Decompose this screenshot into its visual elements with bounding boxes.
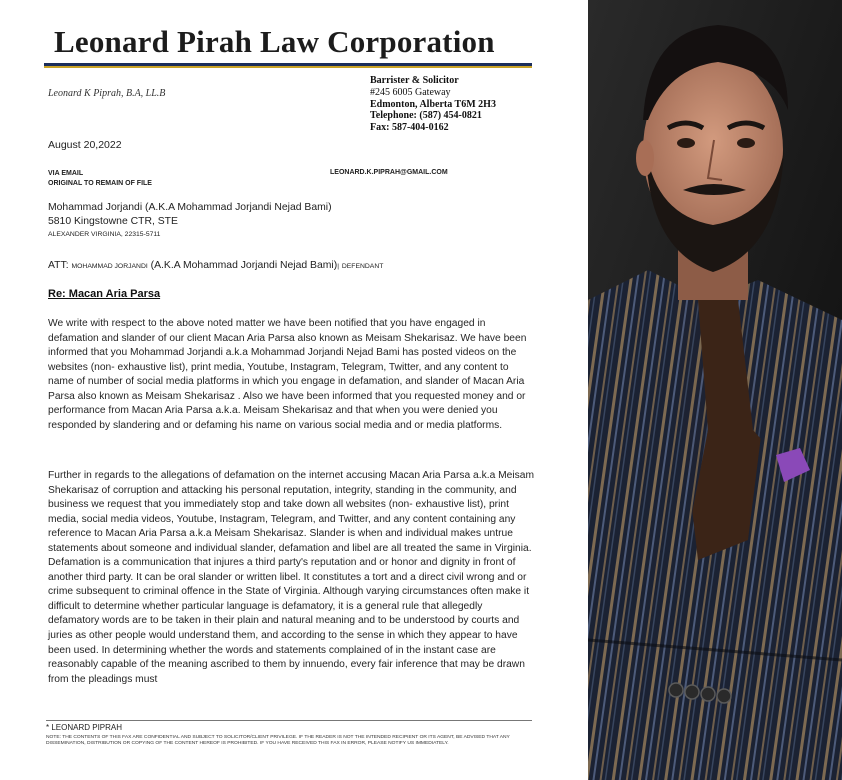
fax: Fax: 587-404-0162 — [370, 122, 449, 134]
footer-divider — [46, 720, 532, 721]
lawyer-name: Leonard K Piprah, B.A, LL.B — [48, 88, 166, 99]
portrait-illustration — [588, 0, 842, 780]
portrait-photo — [588, 0, 842, 780]
attention-line — [48, 260, 383, 271]
att-role: DEFENDANT — [341, 263, 384, 270]
telephone: Telephone: (587) 454-0821 — [370, 110, 482, 122]
address-line-1: #245 6005 Gateway — [370, 86, 451, 98]
body-paragraph-2: Further in regards to the allegations of defamation on the internet accusing Macan Aria Parsa a.k.a Meisam Shekarisaz of corruption and attacking his personal reputation, integrity, standing in the community, and business we request that you immediately stop and take down all websites (non- exhaustive list), print media, social media videos, Youtube, Instagram, Telegram, and Twitter, and any content containing any reference to Macan Aria Parsa a.k.a Meisam Shekarisaz. Slander is when and individual makes untrue statements about someone and individual slander, defamation and libel are all treated the same in Virginia. Defamation is a communication that injures a third party's reputation and or honor and dignity in front of another third party. It can be oral slander or written libel. It constitutes a tort and a direct civil wrong and or crime subsequent to criminal offence in the State of Virginia. Although varying circumstances often make it difficult to determine whether particular language is defamatory, it is a general rule that allegedly defamatory words are to be taken in their plain and natural meaning and to be understood by courts and juries as other people would understand them, and according to the sense in which they appear to have been used. In determining whether the words and statements complained of in the instant case are reasonably capable of the meaning ascribed to them by innuendo, every fair inference that may be drawn from the pleadings must — [48, 470, 534, 685]
att-name: MOHAMMAD JORJANDI — [71, 263, 148, 270]
address-line-2: Edmonton, Alberta T6M 2H3 — [370, 98, 496, 110]
footer-signature-name: * LEONARD PIPRAH — [46, 723, 123, 732]
att-aka: (A.K.A Mohammad Jorjandi Nejad Bami) — [150, 260, 338, 271]
lawyer-title: Barrister & Solicitor — [370, 75, 459, 86]
recipient-city: ALEXANDER VIRGINIA, 22315-5711 — [48, 231, 161, 238]
sender-email: LEONARD.K.PIPRAH@GMAIL.COM — [330, 169, 448, 176]
confidentiality-notice: NOTE: THE CONTENTS OF THIS FAX ARE CONFIDENTIAL AND SUBJECT TO SOLICITOR/CLIENT PRIVILEGE. IF THE READER IS NOT THE INTENDED RECIPIENT OR ITS AGENT, BE ADVISED THAT ANY DISSEMINATION, DISTRIBUTION OR COPYING OF THE CONTENT HEREOF IS PROHIBITED. IF YOU HAVE RECEIVED THIS FAX IN ERROR, PLEASE NOTIFY US IMMEDIATELY. — [46, 735, 510, 747]
recipient-name: Mohammad Jorjandi (A.K.A Mohammad Jorjandi Nejad Bami) — [48, 202, 332, 213]
subject-line: Re: Macan Aria Parsa — [48, 288, 161, 300]
original-remain-label: ORIGINAL TO REMAIN OF FILE — [48, 180, 152, 187]
letter-date: August 20,2022 — [48, 139, 122, 151]
att-label: ATT: — [48, 260, 69, 271]
body-paragraph-1: We write with respect to the above noted matter we have been notified that you have engaged in defamation and slander of our client Macan Aria Parsa also known as Meisam Shekarisaz. We have been informed that you Mohammad Jorjandi a.k.a Mohammad Jorjandi Nejad Bami has posted videos on the websites (non- exhaustive list), print media, Youtube, Instagram, Telegram, Twitter, and any content to name of number of social media platforms in which you engage in defamation, and slander of Macan Aria Parsa also known as Meisam Shekarisaz . Also we have been informed that you requested money and or performance from Macan Aria Parsa a.k.a. Meisam Shekarisaz and that when you were denied you responded by slandering and or defaming his name on various social media and or media platforms. — [48, 318, 527, 431]
delivery-method — [48, 169, 152, 189]
letterhead-rule-gold — [44, 66, 532, 68]
recipient-block — [48, 201, 332, 241]
via-email-label: VIA EMAIL — [48, 170, 84, 177]
firm-name: Leonard Pirah Law Corporation — [54, 24, 495, 59]
recipient-street: 5810 Kingstowne CTR, STE — [48, 216, 178, 227]
att-separator: | — [337, 263, 339, 270]
firm-address-block — [370, 75, 496, 134]
